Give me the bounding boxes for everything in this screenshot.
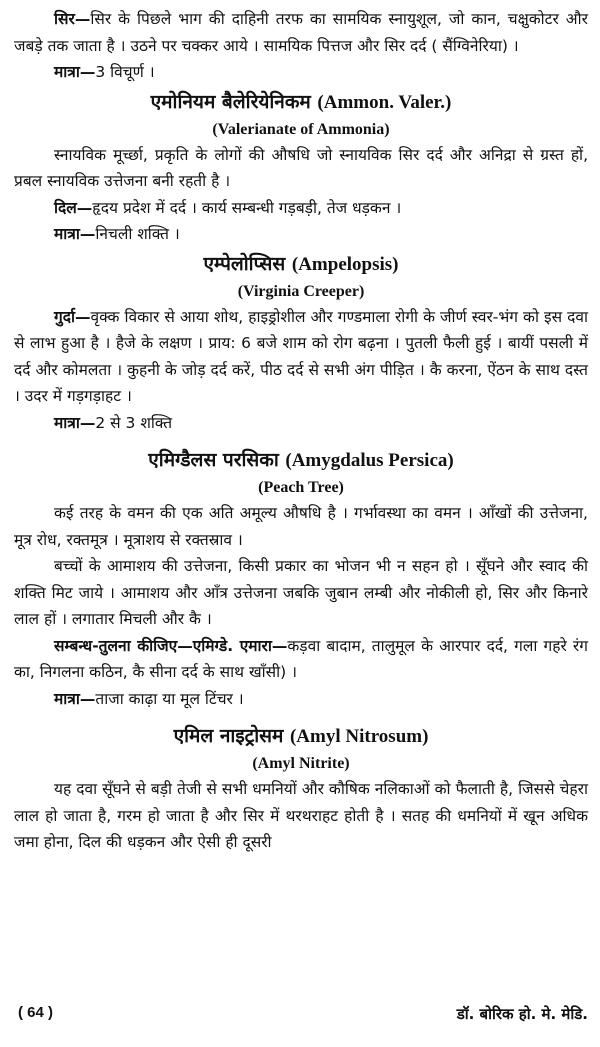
amygd-matra-paragraph (14, 686, 588, 713)
amygd-sambandh-paragraph (14, 633, 588, 686)
sambandh-label: सम्बन्ध-तुलना कीजिए—एमिग्डे. एमारा— (54, 636, 288, 655)
matra-label: मात्रा— (54, 413, 96, 432)
page-footer (14, 1004, 588, 1030)
sir-paragraph (14, 6, 588, 59)
ampel-heading (14, 250, 588, 279)
gurda-label: गुर्दा— (54, 307, 91, 326)
amyl-title-hindi: एमिल नाइट्रोसम (173, 725, 284, 747)
ammon-matra-paragraph (14, 221, 588, 248)
matra-label: मात्रा— (54, 63, 96, 81)
gurda-text: वृक्क विकार से आया शोथ, हाइड्रोशील और गण्डमाला रोगी के जीर्ण स्वर-भंग को इस दवा से लाभ हुआ है । हैजे के लक्षण । प्राय: 6 बजे शाम को रोग बढ़ना । पुतली फैली हुई । बायीं पसली में दर्द और कोमलता । कुहनी के जोड़ दर्द करें, पीठ दर्द से सभी अंग पीड़ित । कै करना, ऐंठन के साथ दस्त । उदर में गड़गड़ाहट । (14, 307, 588, 405)
section-gap (14, 436, 588, 444)
amyl-paragraph-1: यह दवा सूँघने से बड़ी तेजी से सभी धमनियों और कौषिक नलिकाओं को फैलाती है, जिससे चेहरा लाल हो जाता है, गरम हो जाता है और सिर में थरथराहट होती है । सतह की धमनियों में खून अधिक जमा होना, दिल की धड़कन और ऐसी ही दूसरी (14, 780, 588, 851)
amyl-title-latin: (Amyl Nitrosum) (289, 726, 429, 747)
ampel-title-hindi: एम्पेलोप्सिस (203, 252, 286, 275)
matra-text: 3 विचूर्ण । (95, 63, 155, 81)
amygd-heading (14, 446, 588, 475)
ampel-gurda-paragraph (14, 304, 588, 410)
matra-label: मात्रा— (54, 225, 96, 243)
page-body (14, 6, 588, 856)
ammon-dil-paragraph (14, 195, 588, 222)
ammon-paragraph: स्नायविक मूर्च्छा, प्रकृति के लोगों की औषधि जो स्नायविक सिर दर्द और अनिद्रा से ग्रस्त हों, प्रबल स्नायविक उत्तेजना बनी रहती है । (14, 145, 588, 190)
page-number: ( 64 ) (18, 1004, 54, 1021)
book-title: डॉ. बोरिक हो. मे. मेडि. (456, 1005, 588, 1023)
matra-paragraph (14, 59, 588, 86)
dil-text: हृदय प्रदेश में दर्द । कार्य सम्बन्धी गड़बड़ी, तेज धड़कन । (92, 198, 402, 217)
section-gap (14, 712, 588, 720)
amygd-paragraph-1: कई तरह के वमन की एक अति अमूल्य औषधि है । गर्भावस्था का वमन । आँखों की उत्तेजना, मूत्र रोध, रक्तमूत्र । मूत्राशय से रक्तस्राव । (14, 504, 588, 549)
matra-label: मात्रा— (54, 689, 96, 708)
sir-label: सिर— (54, 10, 91, 28)
amygd-paragraph-2: बच्चों के आमाशय की उत्तेजना, किसी प्रकार का भोजन भी न सहन हो । सूँघने और स्वाद की शक्ति मिट जाये । आमाशय और आँत्र उत्तेजना जबकि जुबान लम्बी और नोकीली हो, सिर और किनारे लाल हों । लगातार मिचली और कै । (14, 557, 588, 628)
amygd-title-latin: (Amygdalus Persica) (285, 450, 454, 471)
amygd-title-hindi: एमिग्डैलस परसिका (148, 449, 279, 471)
ammon-title-hindi: एमोनियम बैलेरियेनिकम (150, 90, 311, 113)
matra-text: 2 से 3 शक्ति (95, 413, 173, 432)
sambandh-text: कड़वा बादाम, तालुमूल के आरपार दर्द, गला गहरे रंग का, निगलना कठिन, कै सीना दर्द के साथ खाँसी) । (14, 636, 588, 681)
amyl-subtitle: (Amyl Nitrite) (252, 755, 350, 772)
matra-text: ताजा काढ़ा या मूल टिंचर । (95, 689, 244, 708)
amyl-heading (14, 722, 588, 751)
ammon-heading (14, 88, 588, 117)
sir-text: सिर के पिछले भाग की दाहिनी तरफ का सामयिक स्नायुशूल, जो कान, चक्षुकोटर और जबड़े तक जाता है । उठने पर चक्कर आये । सामयिक पित्तज और सिर दर्द ( सैंग्विनेरिया) । (14, 10, 588, 55)
amygd-subtitle: (Peach Tree) (258, 479, 344, 496)
dil-label: दिल— (54, 198, 93, 217)
ampel-matra-paragraph (14, 410, 588, 437)
ammon-subtitle: (Valerianate of Ammonia) (212, 120, 390, 138)
matra-text: निचली शक्ति । (95, 225, 180, 243)
ammon-title-latin: (Ammon. Valer.) (317, 91, 452, 113)
ampel-title-latin: (Ampelopsis) (291, 253, 399, 275)
ampel-subtitle: (Virginia Creeper) (237, 282, 365, 300)
